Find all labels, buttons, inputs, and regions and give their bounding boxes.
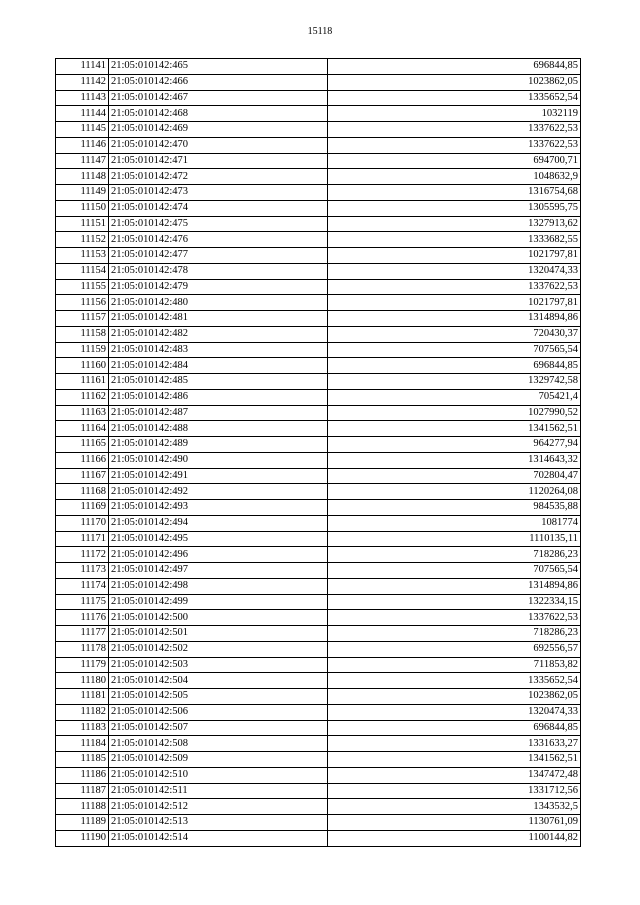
cadastral-value-cell: 1120264,08: [328, 484, 581, 500]
cadastral-value-cell: 1314894,86: [328, 311, 581, 327]
cadastral-number-cell: 21:05:010142:505: [109, 689, 328, 705]
cadastral-value-cell: 692556,57: [328, 641, 581, 657]
table-row: [56, 248, 581, 264]
cadastral-value-cell: 1341562,51: [328, 421, 581, 437]
table-row: [56, 169, 581, 185]
cadastral-value-cell: 1032119: [328, 106, 581, 122]
row-number-cell: 11149: [56, 185, 109, 201]
row-number-cell: 11160: [56, 358, 109, 374]
cadastral-number-cell: 21:05:010142:475: [109, 216, 328, 232]
table-row: [56, 610, 581, 626]
table-row: [56, 374, 581, 390]
table-row: [56, 106, 581, 122]
table-row: [56, 263, 581, 279]
table-row: [56, 59, 581, 75]
cadastral-number-cell: 21:05:010142:484: [109, 358, 328, 374]
table-row: [56, 626, 581, 642]
table-row: [56, 74, 581, 90]
table-row: [56, 830, 581, 846]
cadastral-value-cell: 1347472,48: [328, 767, 581, 783]
table-row: [56, 137, 581, 153]
row-number-cell: 11152: [56, 232, 109, 248]
cadastral-number-cell: 21:05:010142:470: [109, 137, 328, 153]
table-row: [56, 641, 581, 657]
cadastral-number-cell: 21:05:010142:503: [109, 657, 328, 673]
cadastral-value-cell: 718286,23: [328, 547, 581, 563]
table-row: [56, 563, 581, 579]
row-number-cell: 11174: [56, 578, 109, 594]
cadastral-number-cell: 21:05:010142:498: [109, 578, 328, 594]
cadastral-value-cell: 1333682,55: [328, 232, 581, 248]
cadastral-number-cell: 21:05:010142:508: [109, 736, 328, 752]
table-row: [56, 752, 581, 768]
cadastral-number-cell: 21:05:010142:494: [109, 515, 328, 531]
cadastral-value-cell: 984535,88: [328, 500, 581, 516]
row-number-cell: 11187: [56, 783, 109, 799]
cadastral-number-cell: 21:05:010142:482: [109, 326, 328, 342]
row-number-cell: 11181: [56, 689, 109, 705]
row-number-cell: 11180: [56, 673, 109, 689]
row-number-cell: 11141: [56, 59, 109, 75]
cadastral-value-cell: 1327913,62: [328, 216, 581, 232]
table-row: [56, 689, 581, 705]
cadastral-number-cell: 21:05:010142:486: [109, 389, 328, 405]
page-number: 15118: [307, 26, 333, 37]
row-number-cell: 11156: [56, 295, 109, 311]
row-number-cell: 11143: [56, 90, 109, 106]
cadastral-number-cell: 21:05:010142:502: [109, 641, 328, 657]
row-number-cell: 11148: [56, 169, 109, 185]
row-number-cell: 11145: [56, 122, 109, 138]
cadastral-number-cell: 21:05:010142:467: [109, 90, 328, 106]
cadastral-value-cell: 1314894,86: [328, 578, 581, 594]
cadastral-value-cell: 1100144,82: [328, 830, 581, 846]
cadastral-value-cell: 1337622,53: [328, 137, 581, 153]
cadastral-number-cell: 21:05:010142:468: [109, 106, 328, 122]
row-number-cell: 11157: [56, 311, 109, 327]
row-number-cell: 11142: [56, 74, 109, 90]
cadastral-value-cell: 694700,71: [328, 153, 581, 169]
cadastral-number-cell: 21:05:010142:472: [109, 169, 328, 185]
table-row: [56, 594, 581, 610]
table-row: [56, 704, 581, 720]
cadastral-number-cell: 21:05:010142:507: [109, 720, 328, 736]
table-row: [56, 547, 581, 563]
cadastral-number-cell: 21:05:010142:512: [109, 799, 328, 815]
cadastral-value-cell: 1337622,53: [328, 122, 581, 138]
table-row: [56, 342, 581, 358]
cadastral-value-cell: 1130761,09: [328, 815, 581, 831]
cadastral-number-cell: 21:05:010142:469: [109, 122, 328, 138]
table-row: [56, 358, 581, 374]
table-row: [56, 90, 581, 106]
cadastral-number-cell: 21:05:010142:471: [109, 153, 328, 169]
table-row: [56, 405, 581, 421]
table-row: [56, 736, 581, 752]
row-number-cell: 11153: [56, 248, 109, 264]
cadastral-number-cell: 21:05:010142:499: [109, 594, 328, 610]
cadastral-value-cell: 718286,23: [328, 626, 581, 642]
table-row: [56, 421, 581, 437]
row-number-cell: 11151: [56, 216, 109, 232]
table-row: [56, 437, 581, 453]
cadastral-value-cell: 696844,85: [328, 720, 581, 736]
row-number-cell: 11169: [56, 500, 109, 516]
cadastral-number-cell: 21:05:010142:480: [109, 295, 328, 311]
row-number-cell: 11159: [56, 342, 109, 358]
cadastral-value-cell: 1110135,11: [328, 531, 581, 547]
row-number-cell: 11168: [56, 484, 109, 500]
table-row: [56, 389, 581, 405]
row-number-cell: 11166: [56, 452, 109, 468]
cadastral-value-cell: 1048632,9: [328, 169, 581, 185]
cadastral-number-cell: 21:05:010142:483: [109, 342, 328, 358]
cadastral-number-cell: 21:05:010142:501: [109, 626, 328, 642]
cadastral-number-cell: 21:05:010142:485: [109, 374, 328, 390]
cadastral-value-cell: 1023862,05: [328, 689, 581, 705]
row-number-cell: 11170: [56, 515, 109, 531]
table-row: [56, 232, 581, 248]
row-number-cell: 11162: [56, 389, 109, 405]
table-row: [56, 153, 581, 169]
cadastral-value-cell: 1331712,56: [328, 783, 581, 799]
table-row: [56, 673, 581, 689]
cadastral-number-cell: 21:05:010142:492: [109, 484, 328, 500]
cadastral-number-cell: 21:05:010142:487: [109, 405, 328, 421]
cadastral-number-cell: 21:05:010142:473: [109, 185, 328, 201]
cadastral-value-cell: 1316754,68: [328, 185, 581, 201]
cadastral-value-cell: 1023862,05: [328, 74, 581, 90]
table-row: [56, 295, 581, 311]
row-number-cell: 11188: [56, 799, 109, 815]
row-number-cell: 11158: [56, 326, 109, 342]
row-number-cell: 11164: [56, 421, 109, 437]
table-row: [56, 815, 581, 831]
row-number-cell: 11184: [56, 736, 109, 752]
cadastral-number-cell: 21:05:010142:481: [109, 311, 328, 327]
row-number-cell: 11175: [56, 594, 109, 610]
table-row: [56, 311, 581, 327]
cadastral-number-cell: 21:05:010142:465: [109, 59, 328, 75]
table-row: [56, 515, 581, 531]
table-body: [56, 59, 581, 847]
row-number-cell: 11163: [56, 405, 109, 421]
row-number-cell: 11167: [56, 468, 109, 484]
row-number-cell: 11173: [56, 563, 109, 579]
row-number-cell: 11146: [56, 137, 109, 153]
cadastral-value-cell: 720430,37: [328, 326, 581, 342]
cadastral-number-cell: 21:05:010142:509: [109, 752, 328, 768]
row-number-cell: 11171: [56, 531, 109, 547]
cadastral-value-cell: 705421,4: [328, 389, 581, 405]
cadastral-value-table: [55, 58, 581, 847]
cadastral-number-cell: 21:05:010142:511: [109, 783, 328, 799]
cadastral-value-cell: 707565,54: [328, 342, 581, 358]
cadastral-value-cell: 964277,94: [328, 437, 581, 453]
cadastral-number-cell: 21:05:010142:478: [109, 263, 328, 279]
table-row: [56, 122, 581, 138]
cadastral-value-cell: 1322334,15: [328, 594, 581, 610]
cadastral-value-cell: 707565,54: [328, 563, 581, 579]
row-number-cell: 11161: [56, 374, 109, 390]
cadastral-number-cell: 21:05:010142:506: [109, 704, 328, 720]
cadastral-value-cell: 1335652,54: [328, 90, 581, 106]
cadastral-number-cell: 21:05:010142:489: [109, 437, 328, 453]
row-number-cell: 11172: [56, 547, 109, 563]
table-row: [56, 720, 581, 736]
cadastral-value-cell: 702804,47: [328, 468, 581, 484]
cadastral-value-cell: 1021797,81: [328, 295, 581, 311]
row-number-cell: 11150: [56, 200, 109, 216]
cadastral-number-cell: 21:05:010142:514: [109, 830, 328, 846]
table-row: [56, 767, 581, 783]
table-row: [56, 799, 581, 815]
cadastral-value-cell: 1021797,81: [328, 248, 581, 264]
cadastral-number-cell: 21:05:010142:500: [109, 610, 328, 626]
row-number-cell: 11186: [56, 767, 109, 783]
row-number-cell: 11165: [56, 437, 109, 453]
cadastral-number-cell: 21:05:010142:493: [109, 500, 328, 516]
cadastral-value-cell: 711853,82: [328, 657, 581, 673]
cadastral-number-cell: 21:05:010142:510: [109, 767, 328, 783]
cadastral-value-cell: 696844,85: [328, 59, 581, 75]
cadastral-value-cell: 1027990,52: [328, 405, 581, 421]
cadastral-value-cell: 1081774: [328, 515, 581, 531]
row-number-cell: 11189: [56, 815, 109, 831]
row-number-cell: 11190: [56, 830, 109, 846]
table-row: [56, 657, 581, 673]
row-number-cell: 11185: [56, 752, 109, 768]
cadastral-number-cell: 21:05:010142:513: [109, 815, 328, 831]
cadastral-value-cell: 1341562,51: [328, 752, 581, 768]
table-row: [56, 468, 581, 484]
cadastral-value-cell: 696844,85: [328, 358, 581, 374]
row-number-cell: 11144: [56, 106, 109, 122]
cadastral-value-cell: 1320474,33: [328, 263, 581, 279]
table-row: [56, 326, 581, 342]
cadastral-number-cell: 21:05:010142:504: [109, 673, 328, 689]
cadastral-number-cell: 21:05:010142:476: [109, 232, 328, 248]
cadastral-value-cell: 1314643,32: [328, 452, 581, 468]
cadastral-number-cell: 21:05:010142:479: [109, 279, 328, 295]
cadastral-value-cell: 1320474,33: [328, 704, 581, 720]
table-row: [56, 216, 581, 232]
cadastral-value-cell: 1343532,5: [328, 799, 581, 815]
cadastral-number-cell: 21:05:010142:477: [109, 248, 328, 264]
table-row: [56, 185, 581, 201]
cadastral-number-cell: 21:05:010142:491: [109, 468, 328, 484]
row-number-cell: 11147: [56, 153, 109, 169]
cadastral-number-cell: 21:05:010142:488: [109, 421, 328, 437]
cadastral-number-cell: 21:05:010142:466: [109, 74, 328, 90]
table-row: [56, 531, 581, 547]
table-row: [56, 200, 581, 216]
table-row: [56, 783, 581, 799]
row-number-cell: 11154: [56, 263, 109, 279]
cadastral-number-cell: 21:05:010142:495: [109, 531, 328, 547]
row-number-cell: 11179: [56, 657, 109, 673]
row-number-cell: 11155: [56, 279, 109, 295]
cadastral-number-cell: 21:05:010142:474: [109, 200, 328, 216]
table-row: [56, 279, 581, 295]
row-number-cell: 11177: [56, 626, 109, 642]
cadastral-value-cell: 1335652,54: [328, 673, 581, 689]
cadastral-value-cell: 1305595,75: [328, 200, 581, 216]
row-number-cell: 11183: [56, 720, 109, 736]
row-number-cell: 11182: [56, 704, 109, 720]
cadastral-value-cell: 1337622,53: [328, 279, 581, 295]
cadastral-value-cell: 1329742,58: [328, 374, 581, 390]
table-row: [56, 452, 581, 468]
row-number-cell: 11176: [56, 610, 109, 626]
cadastral-number-cell: 21:05:010142:490: [109, 452, 328, 468]
table-row: [56, 500, 581, 516]
row-number-cell: 11178: [56, 641, 109, 657]
table-row: [56, 484, 581, 500]
cadastral-number-cell: 21:05:010142:496: [109, 547, 328, 563]
cadastral-value-cell: 1331633,27: [328, 736, 581, 752]
cadastral-value-cell: 1337622,53: [328, 610, 581, 626]
table-row: [56, 578, 581, 594]
cadastral-number-cell: 21:05:010142:497: [109, 563, 328, 579]
